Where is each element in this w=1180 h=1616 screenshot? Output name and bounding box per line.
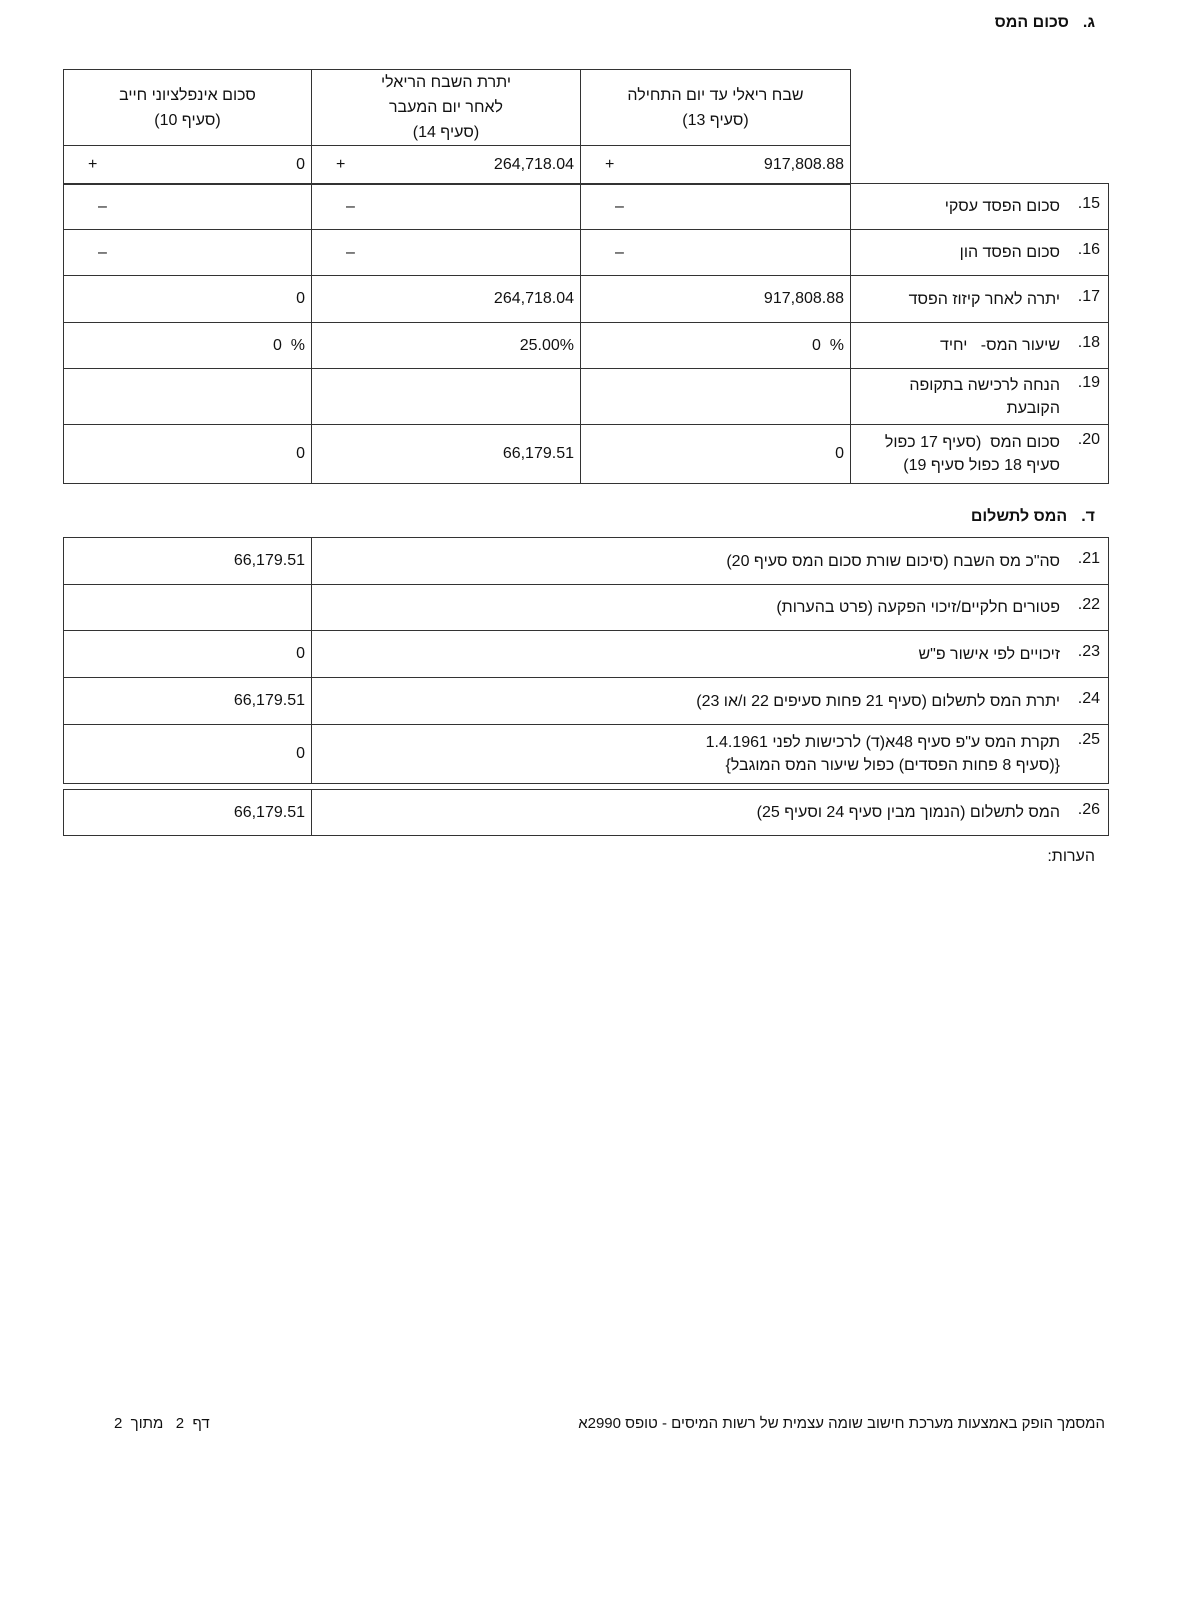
row-label: סה"כ מס השבח (סיכום שורת סכום המס סעיף 20) <box>726 552 1060 570</box>
row17-inflation <box>64 276 312 323</box>
row-number: 25. <box>1077 731 1100 748</box>
row-number: 19. <box>1077 373 1100 391</box>
table-row <box>64 678 1109 725</box>
row-number: 16. <box>1077 241 1100 258</box>
value: 264,718.04 <box>493 290 574 307</box>
value: 0 <box>272 336 282 354</box>
row-number: 17. <box>1077 287 1100 305</box>
value: 0 <box>296 745 305 762</box>
minus-sign: – <box>615 197 624 215</box>
row-number: 24. <box>1077 689 1100 707</box>
row26-value <box>64 790 312 836</box>
tax-payment-table <box>63 537 1109 784</box>
header-after-line3: (סעיף 14) <box>412 124 480 141</box>
value: 917,808.88 <box>763 290 844 307</box>
table-row <box>64 425 1109 484</box>
table-row <box>64 538 1109 585</box>
table-row <box>64 184 1109 230</box>
value: 264,718.04 <box>493 156 574 173</box>
row18-until <box>581 323 851 369</box>
row-label: זיכויים לפי אישור פ"ש <box>918 645 1060 663</box>
row-label: תקרת המס ע"פ סעיף 48א(ד) לרכישות לפני 1.4.1961 <box>705 734 1060 751</box>
row22-label <box>312 585 1109 631</box>
row16-until <box>581 230 851 276</box>
header-until-line1: שבח ריאלי עד יום התחילה <box>627 86 804 104</box>
value: 0 <box>296 645 305 662</box>
row-label: סכום הפסד הון <box>959 244 1060 261</box>
row20-after <box>312 425 581 484</box>
row21-value <box>64 538 312 585</box>
row15-label <box>851 184 1109 230</box>
percent-sign: % <box>290 336 305 354</box>
minus-sign: – <box>98 243 107 261</box>
row18-after <box>312 323 581 369</box>
section-d-title <box>971 508 1095 526</box>
percent-value <box>812 337 844 355</box>
row17-label <box>851 276 1109 323</box>
row-label: יתרה לאחר קיזוז הפסד <box>908 290 1060 308</box>
row15-until <box>581 184 851 230</box>
notes-label: הערות: <box>1047 848 1095 865</box>
footer-page-number: דף 2 מתוך 2 <box>114 1415 210 1432</box>
row19-inflation <box>64 369 312 425</box>
row23-label <box>312 631 1109 678</box>
table-row <box>64 369 1109 425</box>
header-value-inflation <box>64 146 312 185</box>
row26-label <box>312 790 1109 836</box>
table-row <box>64 276 1109 323</box>
minus-sign: – <box>98 197 107 215</box>
row18-inflation <box>64 323 312 369</box>
section-d-letter: ד. <box>1081 508 1095 525</box>
row18-label <box>851 323 1109 369</box>
row17-after <box>312 276 581 323</box>
header-after-line2: לאחר יום המעבר <box>388 99 504 116</box>
section-g-title <box>995 14 1095 32</box>
value: 917,808.88 <box>763 156 844 173</box>
row16-after <box>312 230 581 276</box>
value: 0 <box>811 336 821 354</box>
row-label-line2: הקובעת <box>1006 399 1060 417</box>
table-row <box>64 585 1109 631</box>
row-number: 15. <box>1077 195 1100 212</box>
row-label: סכום המס (סעיף 17 כפול <box>884 434 1060 451</box>
row-label: המס לתשלום (הנמוך מבין סעיף 24 וסעיף 25) <box>756 804 1060 821</box>
header-until-line2: (סעיף 13) <box>682 111 749 129</box>
value: 0 <box>296 290 305 307</box>
row21-label <box>312 538 1109 585</box>
header-inflation-line1: סכום אינפלציוני חייב <box>119 86 256 104</box>
row15-inflation <box>64 184 312 230</box>
row24-label <box>312 678 1109 725</box>
value: 25.00% <box>519 336 574 354</box>
row-label: יתרת המס לתשלום (סעיף 21 פחות סעיפים 22 ו/או 23) <box>696 692 1060 710</box>
row23-value <box>64 631 312 678</box>
footer-form-note: המסמך הופק באמצעות מערכת חישוב שומה עצמית של רשות המיסים - טופס 2990א <box>578 1415 1105 1432</box>
row19-until <box>581 369 851 425</box>
row19-after <box>312 369 581 425</box>
header-real-gain-until <box>581 70 851 146</box>
minus-sign: – <box>346 243 355 261</box>
value: 66,179.51 <box>233 552 305 569</box>
table-row <box>64 790 1109 836</box>
table-row <box>64 323 1109 369</box>
row20-label <box>851 425 1109 484</box>
row16-label <box>851 230 1109 276</box>
row-label-line2: סעיף 18 כפול סעיף 19) <box>903 457 1060 474</box>
row19-label <box>851 369 1109 425</box>
row25-label <box>312 725 1109 784</box>
header-value-until <box>581 146 851 185</box>
row-number: 23. <box>1077 642 1100 660</box>
minus-sign: – <box>346 197 355 215</box>
plus-sign: + <box>336 156 346 173</box>
header-value-after <box>312 146 581 185</box>
row-label: פטורים חלקיים/זיכוי הפקעה (פרט בהערות) <box>776 599 1060 616</box>
percent-value <box>273 337 305 355</box>
table-row <box>64 230 1109 276</box>
gain-header-table <box>63 69 851 185</box>
value: 66,179.51 <box>233 692 305 709</box>
row15-after <box>312 184 581 230</box>
row20-until <box>581 425 851 484</box>
row-number: 18. <box>1077 334 1100 351</box>
section-g-text: סכום המס <box>994 14 1069 31</box>
header-real-gain-after <box>312 70 581 146</box>
header-after-line1: יתרת השבח הריאלי <box>380 74 512 91</box>
row22-value <box>64 585 312 631</box>
value: 0 <box>835 445 844 462</box>
header-inflation-amount <box>64 70 312 146</box>
value: 66,179.51 <box>502 445 574 462</box>
row-label: סכום הפסד עסקי <box>944 198 1060 215</box>
percent-sign: % <box>829 336 844 354</box>
row17-until <box>581 276 851 323</box>
section-g-letter: ג. <box>1082 14 1095 31</box>
plus-sign: + <box>88 156 98 173</box>
tax-amount-table <box>63 183 1109 484</box>
row-label-line2: {(סעיף 8 פחות הפסדים) כפול שיעור המס המוגבל} <box>725 757 1060 774</box>
table-row <box>64 631 1109 678</box>
final-tax-table <box>63 789 1109 836</box>
row25-value <box>64 725 312 784</box>
row20-inflation <box>64 425 312 484</box>
row-number: 22. <box>1077 596 1100 613</box>
row-label: שיעור המס- יחיד <box>940 337 1060 354</box>
plus-sign: + <box>605 156 615 173</box>
minus-sign: – <box>615 243 624 261</box>
row24-value <box>64 678 312 725</box>
value: 0 <box>296 156 305 173</box>
row-number: 26. <box>1077 801 1100 818</box>
section-d-text: המס לתשלום <box>970 508 1068 525</box>
value: 0 <box>296 445 305 462</box>
row-number: 20. <box>1077 431 1100 448</box>
row-label: הנחה לרכישה בתקופה <box>909 376 1060 394</box>
value: 66,179.51 <box>233 803 305 821</box>
header-inflation-line2: (סעיף 10) <box>154 111 221 129</box>
table-row <box>64 725 1109 784</box>
row16-inflation <box>64 230 312 276</box>
row-number: 21. <box>1077 549 1100 567</box>
